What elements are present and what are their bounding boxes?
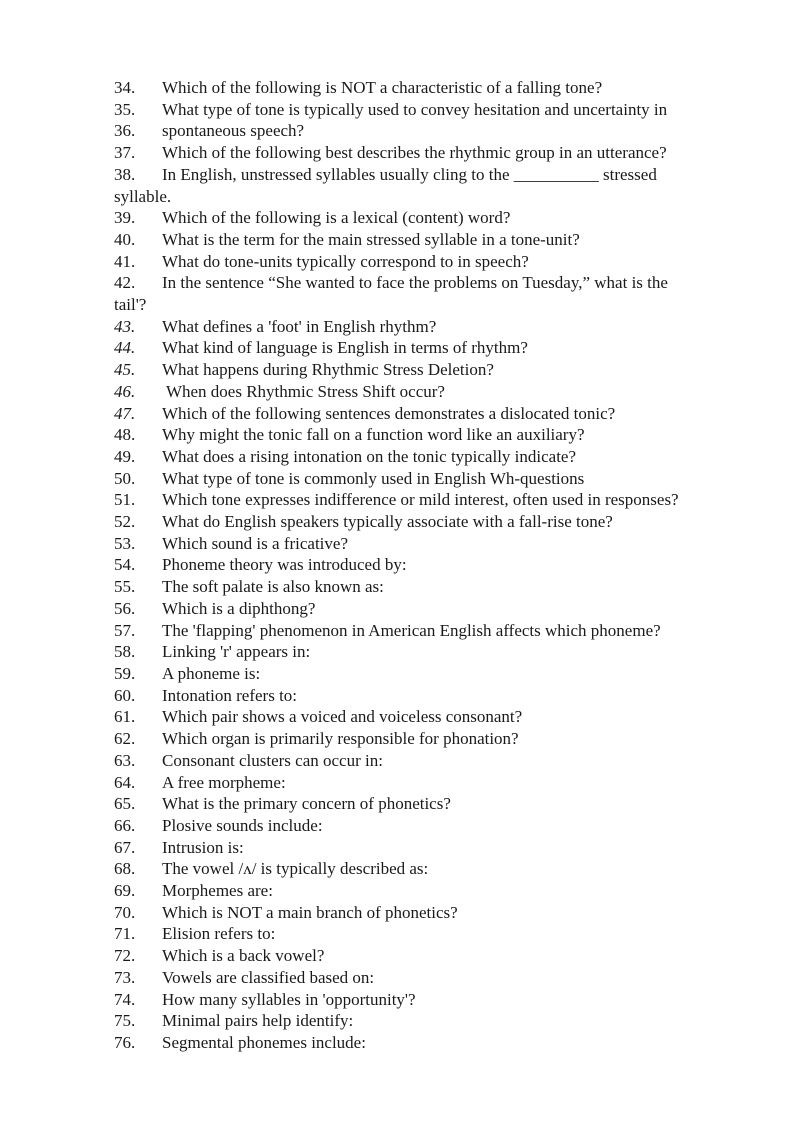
question-text: Which tone expresses indifference or mild interest, often used in responses? — [162, 490, 679, 510]
question-text: The 'flapping' phenomenon in American English affects which phoneme? — [162, 620, 661, 640]
question-item — [114, 359, 754, 381]
question-number: 54. — [114, 555, 136, 575]
question-number: 48. — [114, 425, 136, 445]
question-text: Morphemes are: — [162, 881, 273, 901]
question-item — [114, 750, 754, 772]
question-item — [114, 251, 754, 273]
question-text: What does a rising intonation on the tonic typically indicate? — [162, 446, 577, 466]
question-text: What kind of language is English in terms of rhythm? — [162, 338, 528, 358]
question-text: Which sound is a fricative? — [162, 533, 348, 553]
question-item — [114, 533, 754, 555]
question-number: 67. — [114, 837, 136, 857]
question-text: Intrusion is: — [162, 837, 244, 857]
question-number: 52. — [114, 512, 136, 532]
question-item — [114, 685, 754, 707]
question-item — [114, 858, 754, 880]
question-item — [114, 880, 754, 902]
question-text: Which is a diphthong? — [162, 598, 316, 618]
question-number: 37. — [114, 143, 136, 163]
question-text: spontaneous speech? — [162, 121, 305, 141]
question-number: 63. — [114, 750, 136, 770]
question-item — [114, 837, 754, 859]
question-number: 40. — [114, 229, 136, 249]
question-text: Phoneme theory was introduced by: — [162, 555, 407, 575]
question-number: 55. — [114, 577, 136, 597]
question-item — [114, 511, 754, 533]
question-item — [114, 489, 754, 511]
question-number: 57. — [114, 620, 136, 640]
question-number: 38. — [114, 164, 136, 184]
question-item — [114, 142, 754, 164]
question-number: 44. — [114, 338, 136, 358]
question-text: A phoneme is: — [162, 663, 261, 683]
question-number: 41. — [114, 251, 136, 271]
question-text: What happens during Rhythmic Stress Deletion? — [162, 360, 494, 380]
question-number: 76. — [114, 1032, 136, 1052]
question-item — [114, 77, 754, 99]
question-number: 46. — [114, 381, 136, 401]
question-number: 65. — [114, 794, 136, 814]
question-text: Which of the following best describes the rhythmic group in an utterance? — [162, 143, 667, 163]
question-text: Minimal pairs help identify: — [162, 1011, 354, 1031]
question-text: In the sentence “She wanted to face the problems on Tuesday,” what is the — [162, 273, 668, 293]
question-text: The soft palate is also known as: — [162, 577, 384, 597]
question-text: What do tone-units typically correspond to in speech? — [162, 251, 529, 271]
question-text-continuation: tail'? — [114, 295, 147, 315]
question-number: 68. — [114, 859, 136, 879]
question-item — [114, 446, 754, 468]
question-text: Intonation refers to: — [162, 685, 298, 705]
question-text: The vowel /ʌ/ is typically described as: — [162, 859, 429, 879]
question-item — [114, 620, 754, 642]
question-item — [114, 945, 754, 967]
question-item — [114, 554, 754, 576]
question-item — [114, 598, 754, 620]
question-text: A free morpheme: — [162, 772, 286, 792]
question-item — [114, 99, 754, 121]
question-number: 35. — [114, 99, 136, 119]
question-number: 39. — [114, 208, 136, 228]
question-text: Consonant clusters can occur in: — [162, 750, 383, 770]
question-text: Which of the following sentences demonstrates a dislocated tonic? — [162, 403, 616, 423]
question-number: 70. — [114, 902, 136, 922]
question-text: Why might the tonic fall on a function word like an auxiliary? — [162, 425, 585, 445]
question-text: How many syllables in 'opportunity'? — [162, 989, 416, 1009]
question-text: What type of tone is commonly used in English Wh-questions — [162, 468, 585, 488]
question-number: 50. — [114, 468, 136, 488]
question-text: When does Rhythmic Stress Shift occur? — [162, 381, 445, 401]
question-list — [114, 77, 754, 1054]
question-text: Elision refers to: — [162, 924, 276, 944]
question-number: 66. — [114, 815, 136, 835]
question-text: Linking 'r' appears in: — [162, 642, 311, 662]
question-text: What type of tone is typically used to convey hesitation and uncertainty in — [162, 99, 668, 119]
question-number: 62. — [114, 729, 136, 749]
question-item — [114, 706, 754, 728]
question-item — [114, 468, 754, 490]
question-number: 34. — [114, 78, 136, 97]
question-item — [114, 772, 754, 794]
question-number: 75. — [114, 1011, 136, 1031]
question-text: In English, unstressed syllables usually cling to the __________ stressed — [162, 164, 657, 184]
question-text-continuation: syllable. — [114, 186, 172, 206]
question-item — [114, 381, 754, 403]
question-text: Segmental phonemes include: — [162, 1032, 366, 1052]
question-number: 74. — [114, 989, 136, 1009]
question-number: 42. — [114, 273, 136, 293]
question-text: Which pair shows a voiced and voiceless consonant? — [162, 707, 523, 727]
question-number: 58. — [114, 642, 136, 662]
question-item — [114, 902, 754, 924]
question-number: 56. — [114, 598, 136, 618]
question-item — [114, 120, 754, 142]
question-item — [114, 164, 754, 186]
question-item — [114, 424, 754, 446]
question-number: 72. — [114, 946, 136, 966]
question-number: 47. — [114, 403, 136, 423]
question-number: 43. — [114, 316, 136, 336]
question-number: 49. — [114, 446, 136, 466]
question-text: Which is NOT a main branch of phonetics? — [162, 902, 458, 922]
question-number: 51. — [114, 490, 136, 510]
question-text: Vowels are classified based on: — [162, 967, 375, 987]
question-item — [114, 576, 754, 598]
question-number: 73. — [114, 967, 136, 987]
question-text: What defines a 'foot' in English rhythm? — [162, 316, 437, 336]
question-item — [114, 207, 754, 229]
question-item — [114, 967, 754, 989]
question-text: Which is a back vowel? — [162, 946, 325, 966]
question-number: 53. — [114, 533, 136, 553]
question-item — [114, 641, 754, 663]
question-text: What is the primary concern of phonetics? — [162, 794, 451, 814]
question-number: 64. — [114, 772, 136, 792]
question-item — [114, 403, 754, 425]
question-text: What do English speakers typically associate with a fall-rise tone? — [162, 512, 613, 532]
question-item — [114, 728, 754, 750]
question-number: 61. — [114, 707, 136, 727]
question-number: 36. — [114, 121, 136, 141]
question-number: 69. — [114, 881, 136, 901]
question-number: 59. — [114, 663, 136, 683]
question-item — [114, 229, 754, 251]
question-item — [114, 337, 754, 359]
question-text: Which of the following is NOT a characteristic of a falling tone? — [162, 78, 603, 97]
question-number: 45. — [114, 360, 136, 380]
question-item — [114, 272, 754, 294]
question-item — [114, 989, 754, 1011]
question-item — [114, 793, 754, 815]
question-text: Plosive sounds include: — [162, 815, 323, 835]
question-item — [114, 316, 754, 338]
question-item — [114, 923, 754, 945]
question-item — [114, 1010, 754, 1032]
question-text: What is the term for the main stressed syllable in a tone-unit? — [162, 229, 580, 249]
question-number: 60. — [114, 685, 136, 705]
question-item — [114, 1032, 754, 1054]
question-item — [114, 663, 754, 685]
question-text: Which of the following is a lexical (content) word? — [162, 208, 511, 228]
question-number: 71. — [114, 924, 136, 944]
question-text: Which organ is primarily responsible for phonation? — [162, 729, 519, 749]
question-item — [114, 815, 754, 837]
